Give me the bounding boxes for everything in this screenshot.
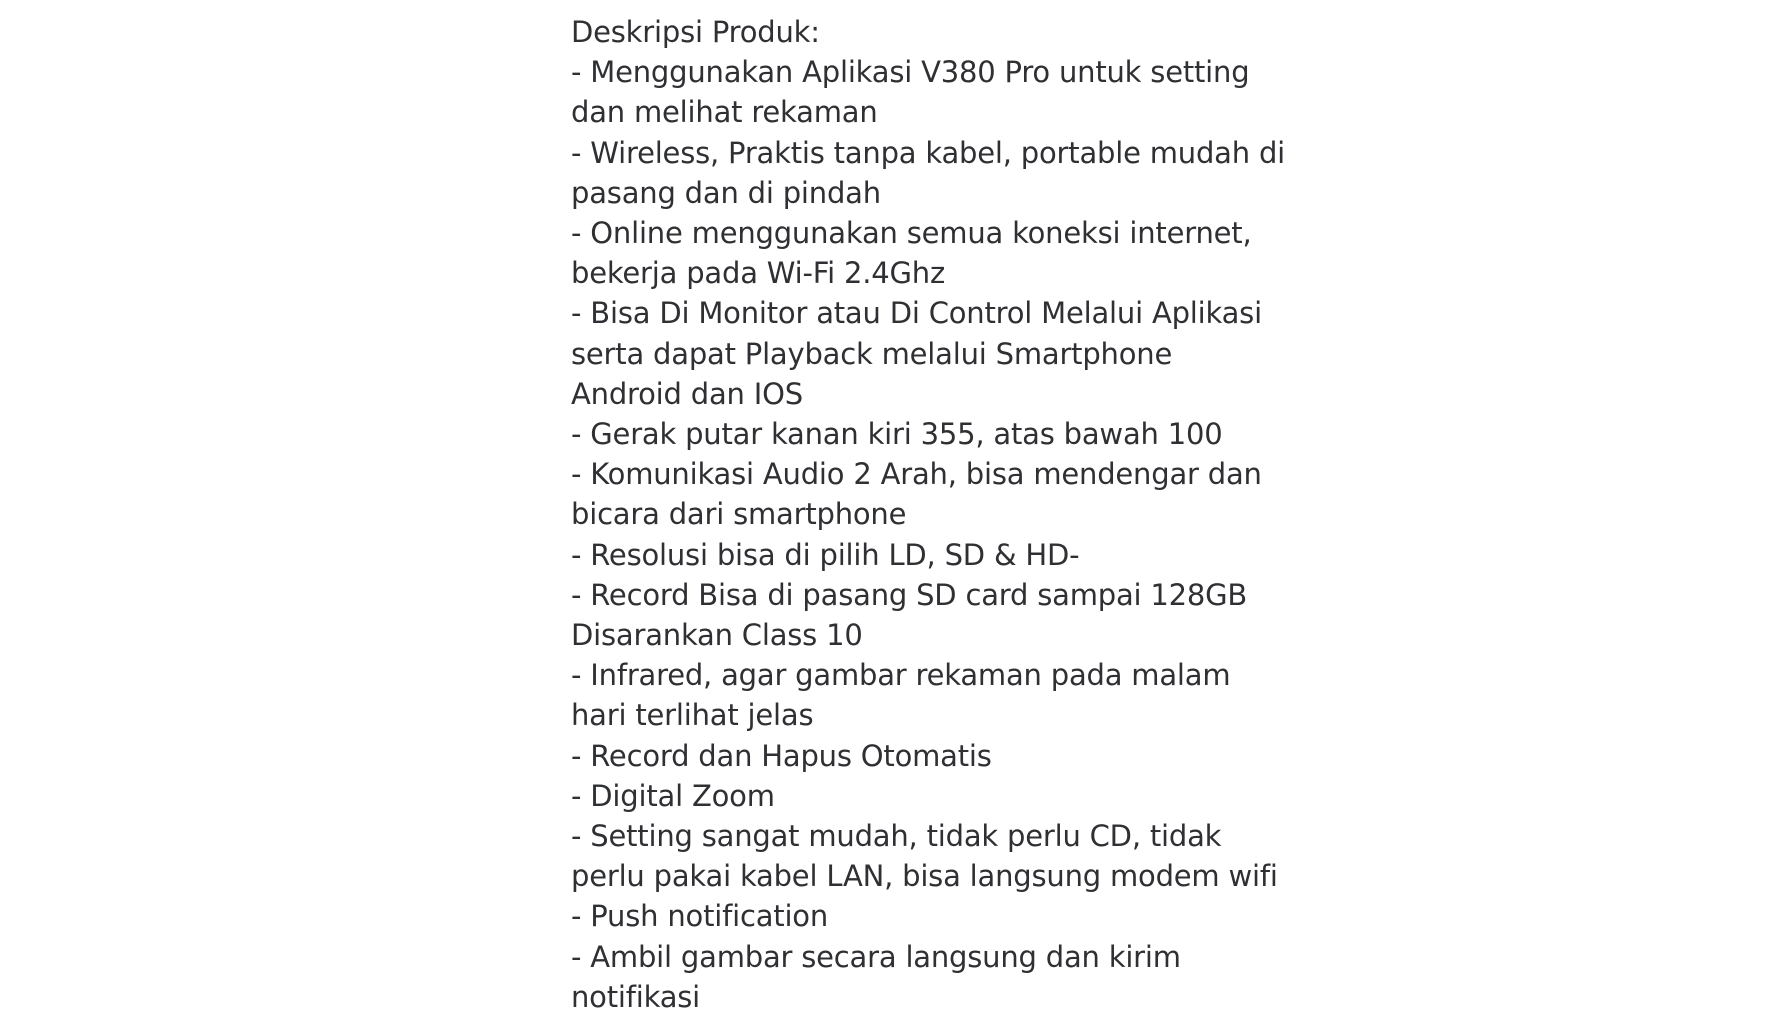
description-item: - Ambil gambar secara langsung dan kirim notifikasi: [571, 939, 1181, 1014]
product-description: [571, 12, 1291, 1014]
description-item: - Setting sangat mudah, tidak perlu CD, tidak perlu pakai kabel LAN, bisa langsung modem wifi: [571, 819, 1278, 894]
description-item: - Bisa Di Monitor atau Di Control Melalui Aplikasi serta dapat Playback melalui Smartphone Android dan IOS: [571, 296, 1262, 411]
description-item: - Wireless, Praktis tanpa kabel, portable mudah di pasang dan di pindah: [571, 135, 1286, 210]
description-item: - Online menggunakan semua koneksi internet, bekerja pada Wi-Fi 2.4Ghz: [571, 216, 1252, 291]
description-item: - Record dan Hapus Otomatis: [571, 738, 992, 773]
description-item: - Infrared, agar gambar rekaman pada malam hari terlihat jelas: [571, 658, 1231, 733]
description-item: - Menggunakan Aplikasi V380 Pro untuk setting dan melihat rekaman: [571, 55, 1250, 130]
description-heading: Deskripsi Produk:: [571, 15, 820, 49]
description-item: - Gerak putar kanan kiri 355, atas bawah 100: [571, 417, 1223, 452]
description-item: - Komunikasi Audio 2 Arah, bisa mendengar dan bicara dari smartphone: [571, 457, 1262, 532]
description-item: - Record Bisa di pasang SD card sampai 128GB Disarankan Class 10: [571, 577, 1248, 653]
description-item: - Push notification: [571, 899, 829, 934]
description-item: - Resolusi bisa di pilih LD, SD & HD-: [571, 537, 1080, 572]
description-item: - Digital Zoom: [571, 778, 775, 813]
